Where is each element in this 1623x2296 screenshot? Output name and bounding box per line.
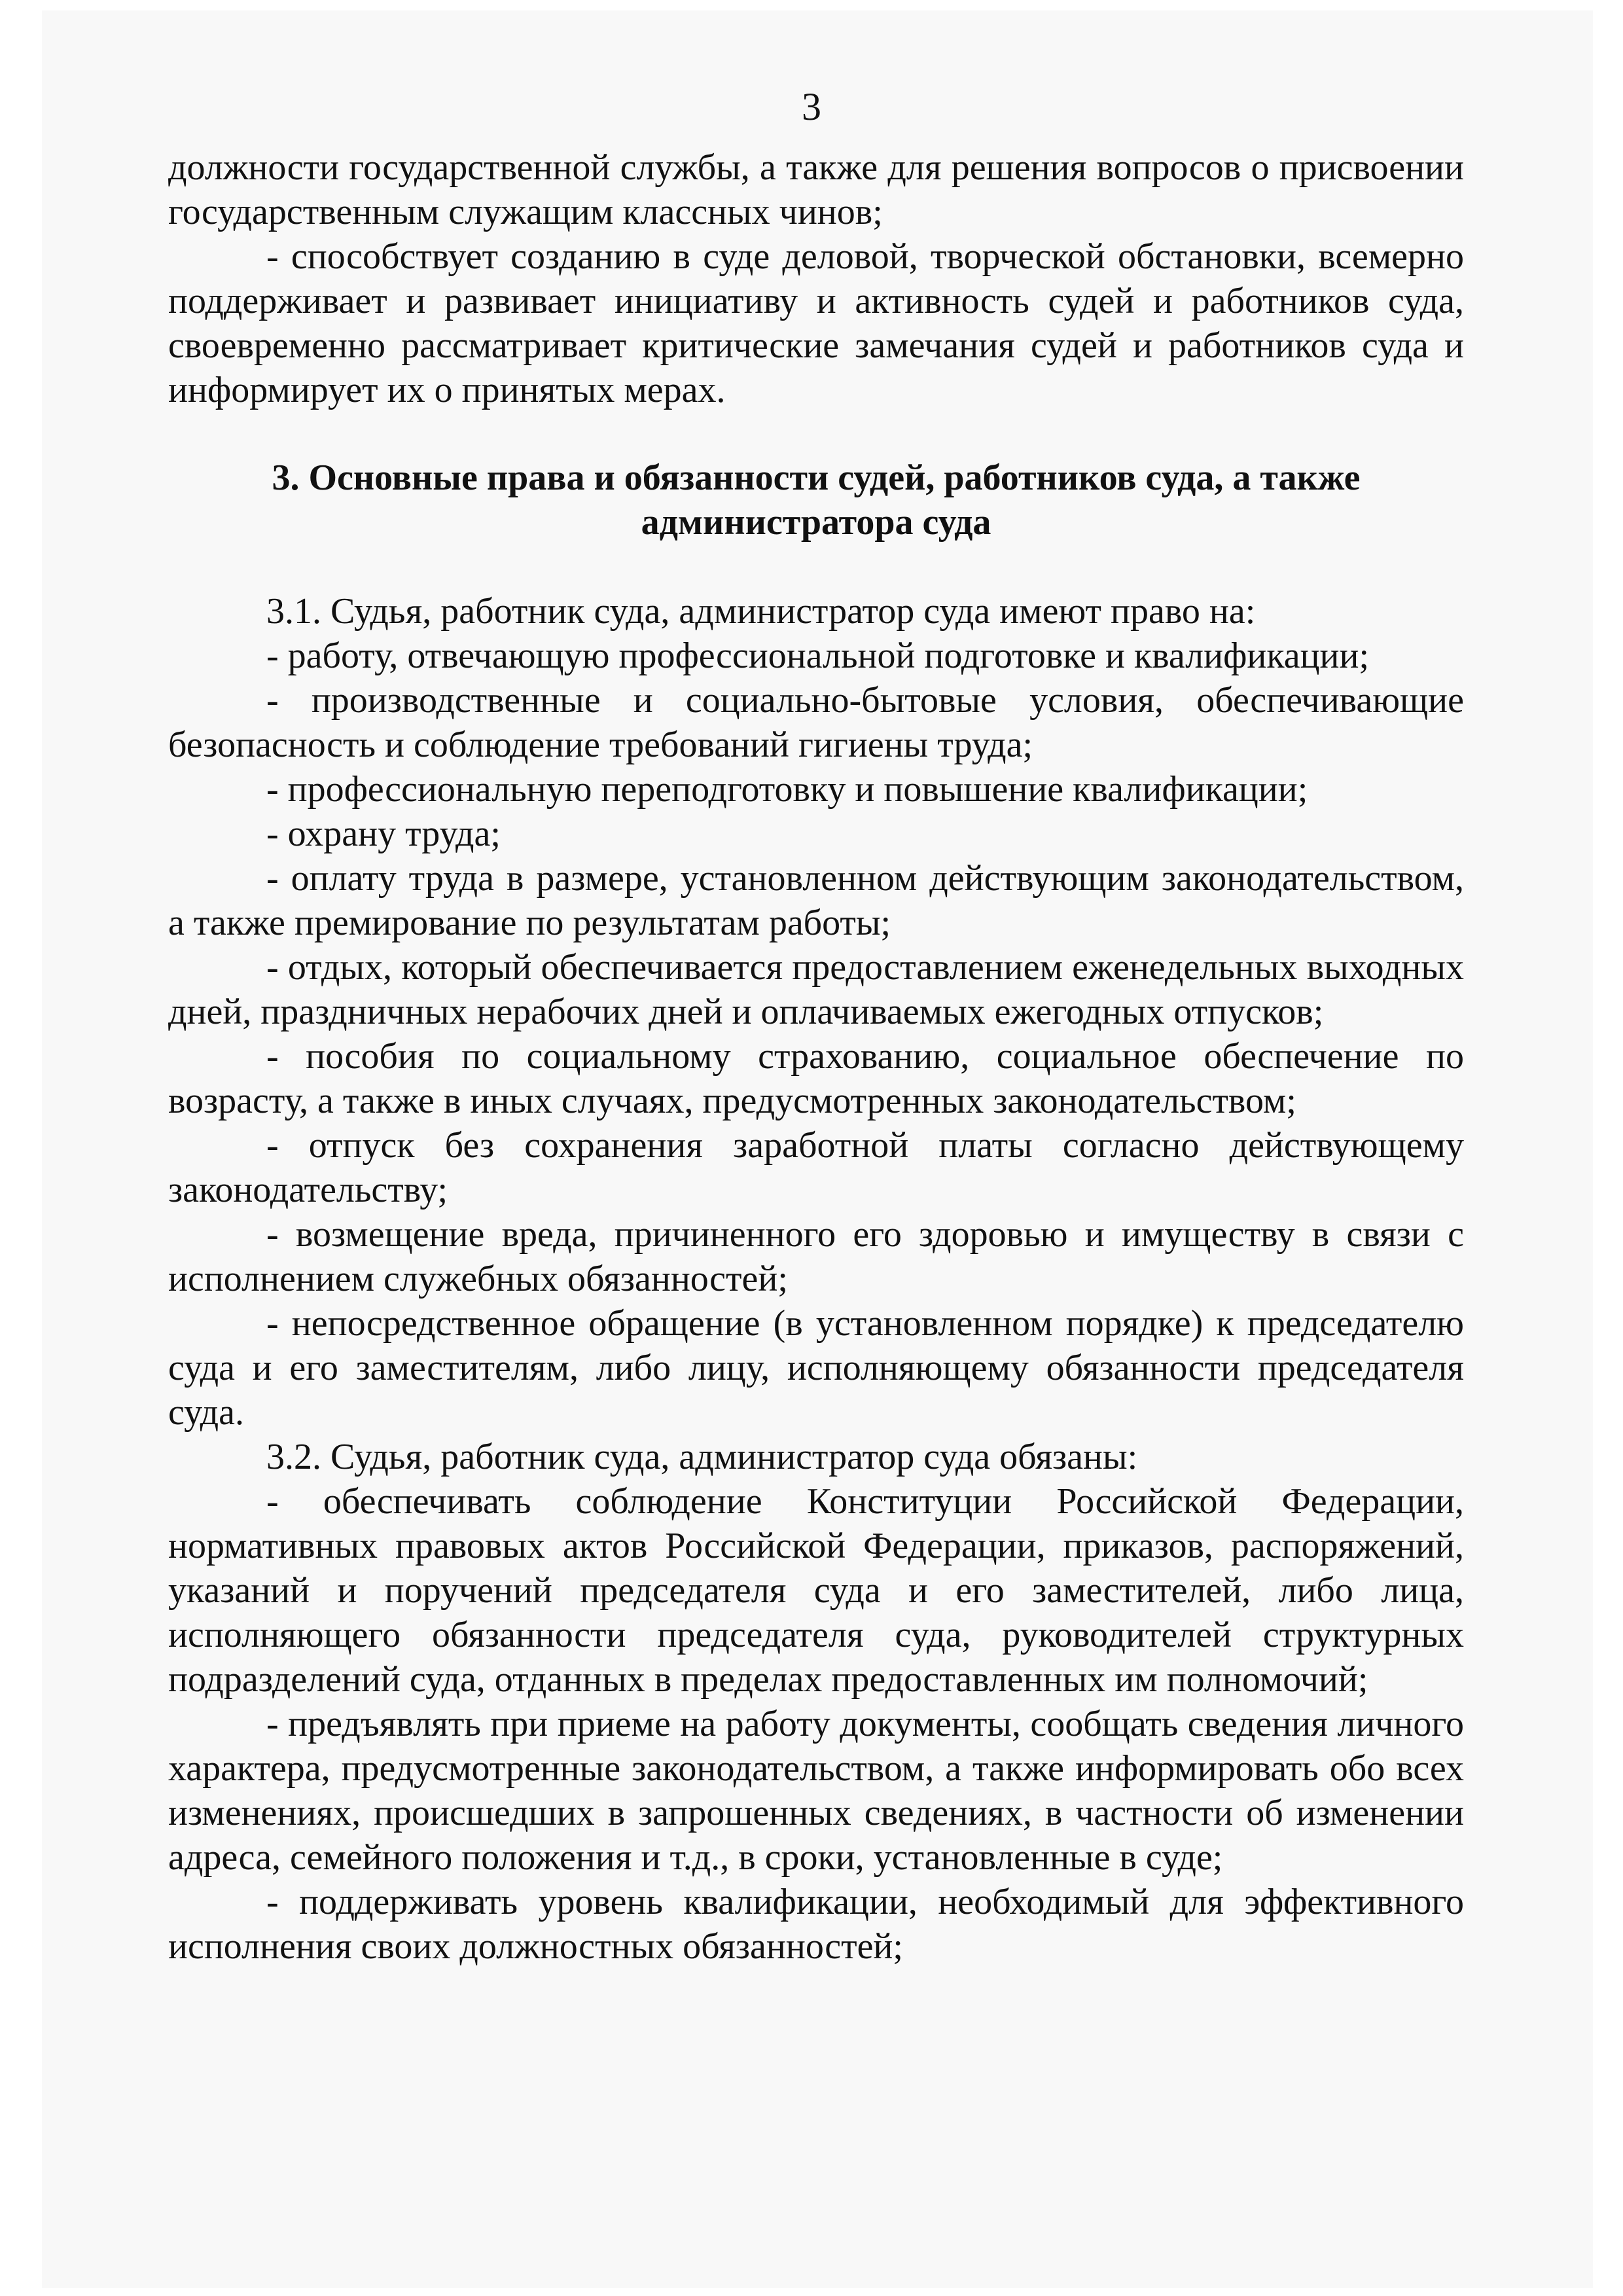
list-item: - обеспечивать соблюдение Конституции Российской Федерации, нормативных правовых актов Российской Федерации, приказов, распоряжений, указаний и поручений председателя суда и его заместителей, либо лица, исполняющего обязанности председателя суда, руководителей структурных подразделений суда, отданных в пределах предоставленных им полномочий; — [168, 1481, 1464, 1700]
list-item: - возмещение вреда, причиненного его здоровью и имуществу в связи с исполнением служебных обязанностей; — [168, 1214, 1464, 1299]
list-item: - пособия по социальному страхованию, социальное обеспечение по возрасту, а также в иных случаях, предусмотренных законодательством; — [168, 1036, 1464, 1121]
paragraph-continuation: должности государственной службы, а также для решения вопросов о присвоении государственным служащим классных чинов; — [168, 147, 1464, 232]
list-item: - непосредственное обращение (в установленном порядке) к председателю суда и его заместителям, либо лицу, исполняющему обязанности председателя суда. — [168, 1303, 1464, 1433]
document-body — [168, 145, 1464, 1969]
list-item: - производственные и социально-бытовые условия, обеспечивающие безопасность и соблюдение требований гигиены труда; — [168, 680, 1464, 765]
list-item: - оплату труда в размере, установленном действующим законодательством, а также премирование по результатам работы; — [168, 858, 1464, 943]
paragraph: - способствует созданию в суде деловой, творческой обстановки, всемерно поддерживает и развивает инициативу и активность судей и работников суда, своевременно рассматривает критические замечания судей и работников суда и информирует их о принятых мерах. — [168, 236, 1464, 410]
page-number: 3 — [802, 85, 821, 128]
subsection-title: 3.1. Судья, работник суда, администратор суда имеют право на: — [266, 591, 1256, 632]
list-item: - охрану труда; — [266, 814, 501, 854]
subsection-title: 3.2. Судья, работник суда, администратор суда обязаны: — [266, 1437, 1138, 1477]
section-heading: 3. Основные права и обязанности судей, работников суда, а также администратора суда — [272, 457, 1361, 543]
list-item: - предъявлять при приеме на работу документы, сообщать сведения личного характера, предусмотренные законодательством, а также информировать обо всех изменениях, происшедших в запрошенных сведениях, в частности об изменении адреса, семейного положения и т.д., в сроки, установленные в суде; — [168, 1704, 1464, 1878]
list-item: - профессиональную переподготовку и повышение квалификации; — [266, 769, 1308, 810]
list-item: - отпуск без сохранения заработной платы согласно действующему законодательству; — [168, 1125, 1464, 1210]
list-item: - работу, отвечающую профессиональной подготовке и квалификации; — [266, 636, 1370, 676]
list-item: - отдых, который обеспечивается предоставлением еженедельных выходных дней, праздничных нерабочих дней и оплачиваемых ежегодных отпусков; — [168, 947, 1464, 1032]
list-item: - поддерживать уровень квалификации, необходимый для эффективного исполнения своих должностных обязанностей; — [168, 1882, 1464, 1967]
